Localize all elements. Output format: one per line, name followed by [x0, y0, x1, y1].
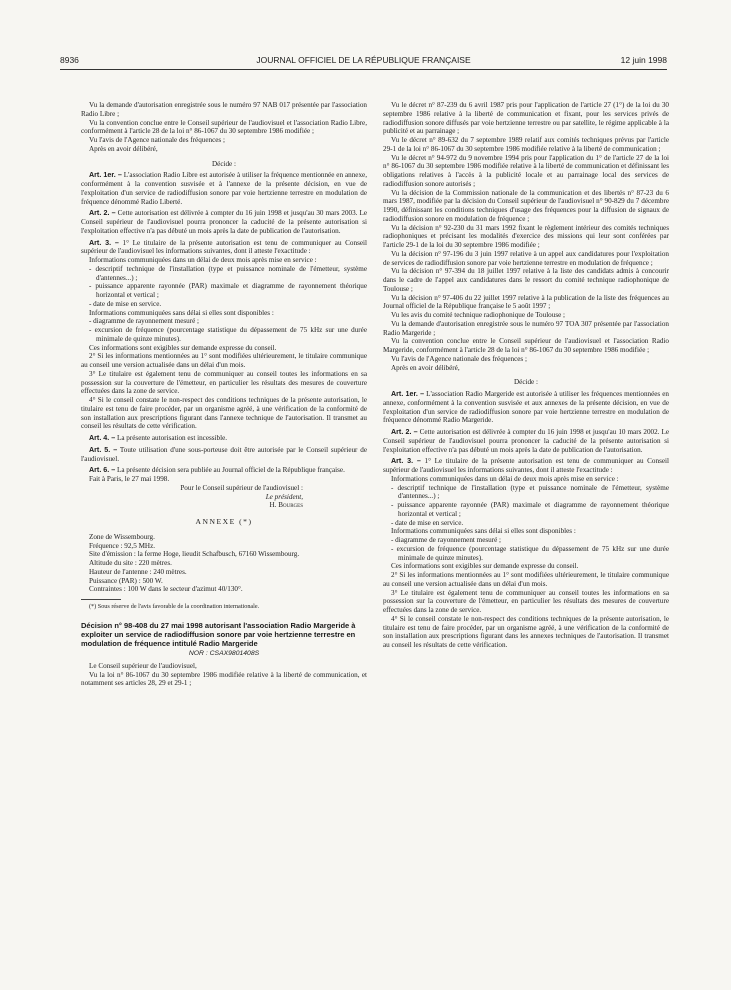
paragraph: Vu l'avis de l'Agence nationale des fréquences ; — [89, 136, 225, 144]
article-number: Art. 6. – — [89, 466, 116, 475]
annex-line: Contraintes : 100 W dans le secteur d'azimut 40/130°. — [89, 585, 243, 594]
annex-line: Hauteur de l'antenne : 240 mètres. — [89, 567, 187, 576]
right-column — [383, 101, 669, 650]
paragraph: Vu la décision n° 97-406 du 22 juillet 1997 relative à la publication de la liste des fréquences au Journal officiel de la République française le 5 août 1997 ; — [383, 293, 669, 311]
paragraph: Informations communiquées dans un délai de deux mois après mise en service : — [391, 474, 619, 483]
footnote: (*) Sous réserve de l'avis favorable de la coordination internationale. — [89, 603, 260, 610]
paragraph: Vu la demande d'autorisation enregistrée sous le numéro 97 NAB 017 présentée par l'association Radio Libre ; — [81, 101, 367, 118]
paragraph: Informations communiquées sans délai si elles sont disponibles : — [89, 308, 274, 317]
signature-name: H. Bourges — [269, 501, 303, 510]
annex-line: Fréquence : 92,5 MHz. — [89, 541, 156, 550]
signing-place-date: Fait à Paris, le 27 mai 1998. — [89, 475, 170, 483]
annex-line: Altitude du site : 220 mètres. — [89, 559, 172, 567]
issue-date: 12 juin 1998 — [620, 55, 667, 65]
article-5: Art. 5. – Toute utilisation d'une sous-porteuse doit être autorisée par le Conseil supérieur de l'audiovisuel. — [81, 445, 367, 463]
article-1: Art. 1er. – L'association Radio Libre est autorisée à utiliser la fréquence mentionnée en annexe, conformément à la convention susvisée et à l'annexe de la présente décision, en vue de l'exploitation d'un service de radiodiffusion sonore par voie hertzienne terrestre en modulation de fréquence dénommé Radio Liberté. — [81, 171, 367, 206]
article-6: Art. 6. – La présente décision sera publiée au Journal officiel de la République française. — [89, 466, 345, 475]
decide-heading: Décide : — [212, 159, 236, 168]
journal-title: JOURNAL OFFICIEL DE LA RÉPUBLIQUE FRANÇAISE — [256, 55, 471, 65]
paragraph: Vu la convention conclue entre le Conseil supérieur de l'audiovisuel et l'association Radio Libre, conformément à l'article 28 de la loi n° 86-1067 du 30 septembre 1986 modifiée ; — [81, 118, 367, 136]
article-number: Art. 1er. – — [89, 171, 122, 180]
paragraph: Vu le décret n° 89-632 du 7 septembre 1989 relatif aux comités techniques prévus par l'article 29-1 de la loi n° 86-1067 du 30 septembre 1986 modifiée relative à la liberté de communication ; — [383, 136, 669, 153]
paragraph: Vu l'avis de l'Agence nationale des fréquences ; — [391, 354, 527, 363]
decision-title: Décision n° 98-408 du 27 mai 1998 autorisant l'association Radio Margeride à exploiter un service de radiodiffusion sonore par voie hertzienne terrestre en modulation de fréquence intitulé Radio Margeride — [81, 621, 356, 648]
list-item: - diagramme de rayonnement mesuré ; — [89, 317, 200, 326]
article-number: Art. 4. – — [89, 434, 116, 442]
paragraph: 4° Si le conseil constate le non-respect des conditions techniques de la présente autorisation, le titulaire est tenu de faire procéder, par un organisme agréé, à une vérification de la conformité de son installation aux prescriptions figurant dans l'annexe technique de l'autorisation. Il transmet au conseil les résultats de cette vérification. — [81, 396, 367, 431]
decide-heading: Décide : — [514, 378, 538, 387]
annex-line: Puissance (PAR) : 500 W. — [89, 576, 163, 585]
annex-line: Zone de Wissembourg. — [89, 532, 155, 541]
article-number: Art. 2. – — [89, 209, 116, 218]
paragraph: 2° Si les informations mentionnées au 1° sont modifiées ultérieurement, le titulaire communique au conseil une version actualisée dans un délai d'un mois. — [81, 352, 367, 369]
page-header — [60, 55, 667, 67]
paragraph: Ces informations sont exigibles sur demande expresse du conseil. — [391, 562, 579, 571]
list-item: - puissance apparente rayonnée (PAR) maximale et diagramme de rayonnement théorique horizontal et vertical ; — [89, 282, 367, 299]
paragraph: Vu la décision n° 97-196 du 3 juin 1997 relative à un appel aux candidatures pour l'exploitation de services de radiodiffusion sonore par voie hertzienne terrestre en modulation de fréquence ; — [383, 249, 669, 267]
article-number: Art. 2. – — [391, 428, 418, 436]
article-1: Art. 1er. – L'association Radio Margeride est autorisée à utiliser les fréquences mentionnées en annexe, conformément à la convention susvisée et aux annexes de la présente décision, en vue de l'exploitation d'un service de radiodiffusion sonore par voie hertzienne terrestre en modulation de fréquence dénommé Radio Margeride. — [383, 390, 669, 425]
paragraph: Vu le décret n° 94-972 du 9 novembre 1994 pris pour l'application du 1° de l'article 27 de la loi n° 86-1067 du 30 septembre 1986 modifiée relative à la liberté de communication et définissant les obligations relatives à l'accès à la publicité locale et au parrainage local des services de radiodiffusion sonore autorisés ; — [383, 153, 669, 188]
list-item: - diagramme de rayonnement mesuré ; — [391, 536, 502, 544]
paragraph: Le Conseil supérieur de l'audiovisuel, — [89, 661, 197, 670]
article-number: Art. 3. – — [391, 457, 421, 466]
signature-authority: Pour le Conseil supérieur de l'audiovisuel : — [180, 483, 303, 492]
paragraph: Après en avoir délibéré, — [391, 363, 460, 372]
page-number: 8936 — [60, 55, 79, 65]
article-2: Art. 2. – Cette autorisation est délivrée à compter du 16 juin 1998 et jusqu'au 10 mars 2002. Le Conseil supérieur de l'audiovisuel pourra prononcer la caducité de la présente autorisation si l'exploitation effective n'a pas débuté un mois après la date de publication de l'autorisation. — [383, 428, 669, 454]
paragraph: Vu la décision n° 92-230 du 31 mars 1992 fixant le règlement intérieur des comités techniques radiophoniques et précisant les modalités d'exercice des missions qui leur sont conférées par l'article 29-1 de la loi du 30 septembre 1986 modifiée ; — [383, 223, 669, 249]
article-number: Art. 5. – — [89, 445, 118, 454]
signature-title: Le président, — [265, 492, 303, 501]
article-3: Art. 3. – 1° Le titulaire de la présente autorisation est tenu de communiquer au Conseil supérieur de l'audiovisuel les informations suivantes, dont il atteste l'exactitude : — [81, 238, 367, 256]
article-4: Art. 4. – La présente autorisation est incessible. — [89, 434, 228, 442]
paragraph: Informations communiquées sans délai si elles sont disponibles : — [391, 527, 576, 536]
nor-reference: NOR : CSAX9801408S — [188, 650, 260, 657]
article-number: Art. 3. – — [89, 238, 119, 247]
paragraph: Vu la convention conclue entre le Conseil supérieur de l'audiovisuel et l'association Radio Margeride, conformément à l'article 28 de la loi n° 86-1067 du 30 septembre 1986 modifiée ; — [383, 337, 669, 354]
list-item: - descriptif technique de l'installation (type et puissance nominale de l'émetteur, système d'antennes...) ; — [89, 264, 367, 282]
article-number: Art. 1er. – — [391, 390, 425, 398]
paragraph: 3° Le titulaire est également tenu de communiquer au conseil toutes les informations en sa possession sur la couverture de l'émetteur, en particulier les résultats des mesures de couverture effectuées dans la zone de service. — [81, 369, 367, 396]
list-item: - date de mise en service. — [391, 518, 464, 527]
paragraph: Après en avoir délibéré, — [89, 144, 158, 153]
paragraph: Vu la décision n° 97-394 du 18 juillet 1997 relative à la liste des candidats admis à concourir dans le cadre de l'appel aux candidatures dans le ressort du comité technique radiophonique de Toulouse ; — [383, 267, 669, 293]
list-item: - date de mise en service. — [89, 299, 162, 308]
footnote-rule — [81, 599, 121, 600]
paragraph: Vu la loi n° 86-1067 du 30 septembre 1986 modifiée relative à la liberté de communication, et notamment ses articles 28, 29 et 29-1 ; — [81, 670, 367, 688]
paragraph: 3° Le titulaire est également tenu de communiquer au conseil toutes les informations en sa possession sur la couverture de l'émetteur, en particulier les résultats des mesures de couverture effectuées dans la zone de service. — [383, 588, 669, 614]
paragraph: Informations communiquées dans un délai de deux mois après mise en service : — [89, 256, 317, 264]
article-3: Art. 3. – 1° Le titulaire de la présente autorisation est tenu de communiquer au Conseil supérieur de l'audiovisuel les informations suivantes, dont il atteste l'exactitude : — [383, 457, 669, 474]
paragraph: Vu le décret n° 87-239 du 6 avril 1987 pris pour l'application de l'article 27 (1°) de la loi du 30 septembre 1986 relative à la liberté de communication et fixant, pour les services privés de radiodiffusion sonore diffusés par voie hertzienne terrestre ou par satellite, le régime applicable à la publicité et au parrainage ; — [383, 101, 669, 136]
article-2: Art. 2. – Cette autorisation est délivrée à compter du 16 juin 1998 et jusqu'au 30 mars 2003. Le Conseil supérieur de l'audiovisuel pourra prononcer la caducité de la présente autorisation si l'exploitation effective n'a pas débuté un mois après la date de publication de l'autorisation. — [81, 209, 367, 235]
header-rule — [60, 69, 667, 70]
annex-line: Site d'émission : la ferme Hoge, lieudit Schafbusch, 67160 Wissembourg. — [89, 550, 300, 559]
paragraph: Vu les avis du comité technique radiophonique de Toulouse ; — [391, 311, 566, 319]
paragraph: Ces informations sont exigibles sur demande expresse du conseil. — [89, 343, 277, 352]
paragraph: Vu la décision de la Commission nationale de la communication et des libertés n° 87-23 du 6 mars 1987, modifiée par la décision du Conseil supérieur de l'audiovisuel n° 90-829 du 7 décembre 1990, définissant les conditions techniques d'usage des fréquences pour la diffusion de signaux de radiodiffusion sonore en modulation de fréquence ; — [383, 188, 669, 223]
left-column — [81, 101, 367, 688]
list-item: - puissance apparente rayonnée (PAR) maximale et diagramme de rayonnement théorique horizontal et vertical ; — [391, 501, 669, 518]
list-item: - excursion de fréquence (pourcentage statistique du dépassement de 75 kHz sur une durée minimale de quinze minutes). — [89, 326, 367, 343]
list-item: - descriptif technique de l'installation (type et puissance nominale de l'émetteur, système d'antennes...) ; — [391, 483, 669, 501]
annex-heading: ANNEXE (*) — [195, 517, 253, 526]
paragraph: 4° Si le conseil constate le non-respect des conditions techniques de la présente autorisation, le titulaire est tenu de faire procéder, par un organisme agréé, à une vérification de la conformité de son installation aux prescriptions figurant dans les annexes techniques de l'autorisation. Il transmet au conseil les résultats de cette vérification. — [383, 614, 669, 649]
paragraph: Vu la demande d'autorisation enregistrée sous le numéro 97 TOA 307 présentée par l'association Radio Margeride ; — [383, 319, 669, 337]
list-item: - excursion de fréquence (pourcentage statistique du dépassement de 75 kHz sur une durée minimale de quinze minutes). — [391, 544, 669, 562]
paragraph: 2° Si les informations mentionnées au 1° sont modifiées ultérieurement, le titulaire communique au conseil une version actualisée dans un délai d'un mois. — [383, 571, 669, 588]
